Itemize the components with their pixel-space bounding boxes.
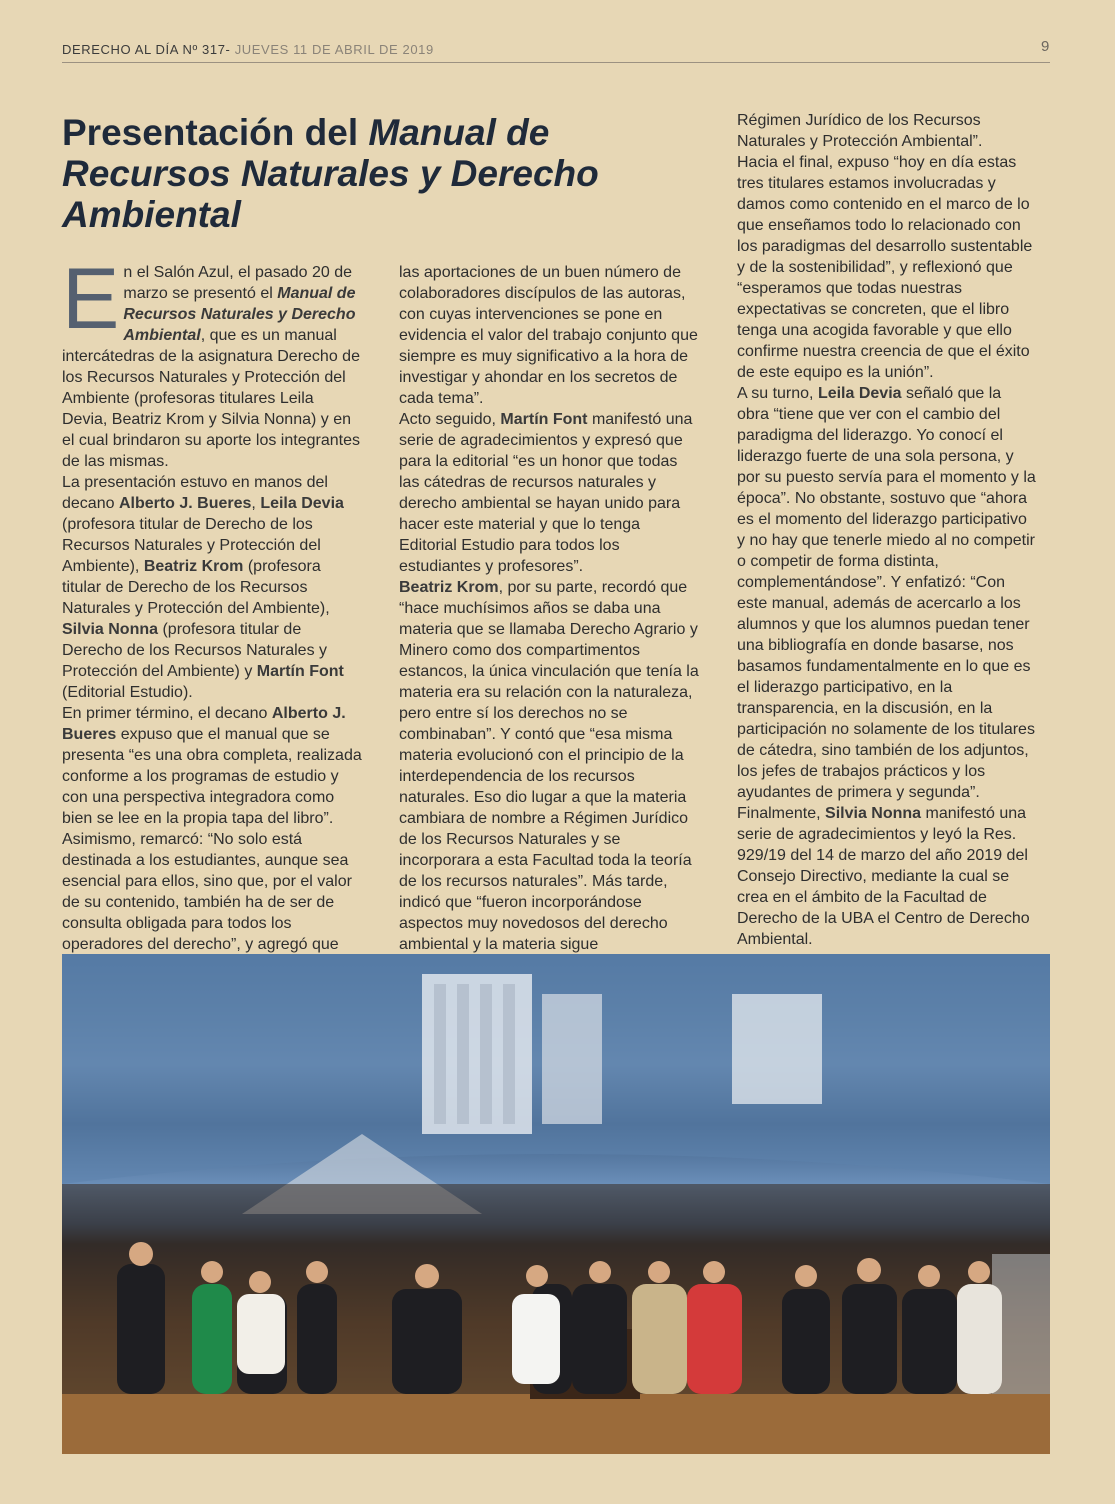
title-plain: Presentación del [62, 112, 369, 153]
book-title: Manual de Recursos Naturales y Derecho Ambiental [123, 285, 356, 344]
paragraph [399, 577, 699, 997]
page-number: 9 [1041, 38, 1050, 55]
text: En primer término, el decano [62, 705, 272, 722]
drop-cap: E [62, 251, 120, 347]
paragraph: las aportaciones de un buen número de colaboradores discípulos de las autoras, con cuyas intervenciones se pone en evidencia el valor del trabajo conjunto que siempre es muy significativo a la hora de investigar y ahondar en los secretos de cada tema”. [399, 264, 698, 407]
text: (profesora titular de Derecho de los Recursos Naturales y Protección del Ambiente) y [62, 621, 328, 680]
publication-name: DERECHO AL DÍA Nº 317- [62, 42, 231, 57]
paragraph [737, 383, 1037, 803]
text: expuso que el manual que se presenta “es una obra completa, realizada conforme a los programas de estudio y con una perspectiva integradora como bien se lee en la propia tapa del libro”. Asimismo, remarcó: “No solo está destinada a los estudiantes, aunque sea esencial para ellos, sino que, por el valor de su contenido, también ha de ser de consulta obligada para todos los operadores del derecho”, y agregó que [62, 726, 362, 953]
person-name: Alberto J. Bueres [62, 705, 346, 743]
person-name: Leila Devia [817, 385, 902, 402]
person-name: Alberto J. Bueres [118, 495, 252, 512]
column-2 [399, 262, 699, 997]
person-name: Silvia Nonna [825, 805, 922, 822]
text: n el Salón Azul, el pasado 20 de marzo se presentó el [123, 264, 352, 302]
publication-line [62, 42, 434, 57]
page-header [62, 38, 1050, 63]
column-3 [737, 110, 1037, 950]
text: manifestó una serie de agradecimientos y leyó la Res. 929/19 del 14 de marzo del año 2019 del Consejo Directivo, mediante la cual se crea en el ámbito de la Facultad de Derecho de la UBA el Centro de Derecho Ambiental. [737, 805, 1030, 948]
person-name: Leila Devia [260, 495, 344, 512]
group-photo-icon [62, 954, 1050, 1454]
text: (Editorial Estudio). [62, 684, 193, 701]
paragraph: Régimen Jurídico de los Recursos Naturales y Protección Ambiental”. [737, 112, 983, 150]
paragraph [62, 251, 362, 472]
text: , por su parte, recordó que “hace muchísimos años se daba una materia que se llamaba Derecho Agrario y Minero como dos compartimentos estancos, la única vinculación que tenía la materia era su relación con la naturaleza, pero entre sí los derechos no se combinaban”. Y contó que “esa misma materia evolucionó con el principio de la interdependencia de los recursos naturales. Eso dio lugar a que la materia cambiara de nombre a Régimen Jurídico de los Recursos Naturales y se incorporara a esta Facultad toda la teoría de los recursos naturales”. Más tarde, indicó que “fueron incorporándose aspectos muy novedosos del derecho ambiental y la materia sigue [399, 579, 699, 953]
group-photo [62, 954, 1050, 1454]
text: A su turno, [737, 385, 818, 402]
text: Acto seguido, [399, 411, 501, 428]
text: Finalmente, [737, 805, 826, 822]
text: señaló que la obra “tiene que ver con el cambio del paradigma del liderazgo. Yo conocí el liderazgo fuerte de una sola persona, y por su puesto servía para el momento y la época”. No obstante, sostuvo que “ahora es el momento del liderazgo participativo y no hay que tenerle miedo al no competir o competir de forma distinta, complementándose”. Y enfatizó: “Con este manual, además de acercarlo a los alumnos y que los alumnos puedan tener una bibliografía en donde basarse, nos basamos fundamentalmente en lo que es el liderazgo participativo, en la transparencia, en la discusión, en la participación no solamente de los titulares de cátedra, sino también de los adjuntos, los jefes de trabajos prácticos y los ayudantes de primera y segunda”. [737, 385, 1036, 801]
person-name: Martín Font [256, 663, 344, 680]
column-1 [62, 251, 362, 976]
article-title [62, 112, 682, 235]
text: (profesora titular de Derecho de los Recursos Naturales y Protección del Ambiente), [62, 558, 330, 617]
paragraph: Hacia el final, expuso “hoy en día estas tres titulares estamos involucradas y damos como contenido en el marco de lo que enseñamos todo lo relacionado con los paradigmas del desarrollo sustentable y de la sostenibilidad”, y reflexionó que “esperamos que todas nuestras expectativas se concreten, que el libro tenga una acogida favorable y que ello confirme nuestra creencia de que el éxito de este equipo es la unión”. [737, 154, 1033, 381]
text: La presentación estuvo en manos del decano [62, 474, 328, 512]
title-book-name: Manual de Recursos Naturales y Derecho Ambiental [62, 112, 599, 235]
paragraph [737, 803, 1037, 950]
paragraph [62, 472, 362, 703]
person-name: Martín Font [500, 411, 588, 428]
person-name: Beatriz Krom [143, 558, 244, 575]
text: manifestó una serie de agradecimientos y expresó que para la editorial “es un honor que todas las cátedras de recursos naturales y derecho ambiental se hayan unido para hacer este material y que lo tenga Editorial Estudio para todos los estudiantes y profesores”. [399, 411, 693, 575]
issue-date: JUEVES 11 DE ABRIL DE 2019 [234, 42, 434, 57]
person-name: Silvia Nonna [62, 621, 159, 638]
paragraph [399, 409, 699, 577]
paragraph [62, 703, 362, 976]
text: , [251, 495, 261, 512]
text: (profesora titular de Derecho de los Recursos Naturales y Protección del Ambiente), [62, 516, 321, 575]
text: , que es un manual intercátedras de la asignatura Derecho de los Recursos Naturales y Protección del Ambiente (profesoras titulares Leila Devia, Beatriz Krom y Silvia Nonna) y en el cual brindaron su aporte los integrantes de las mismas. [62, 327, 360, 470]
person-name: Beatriz Krom [399, 579, 499, 596]
